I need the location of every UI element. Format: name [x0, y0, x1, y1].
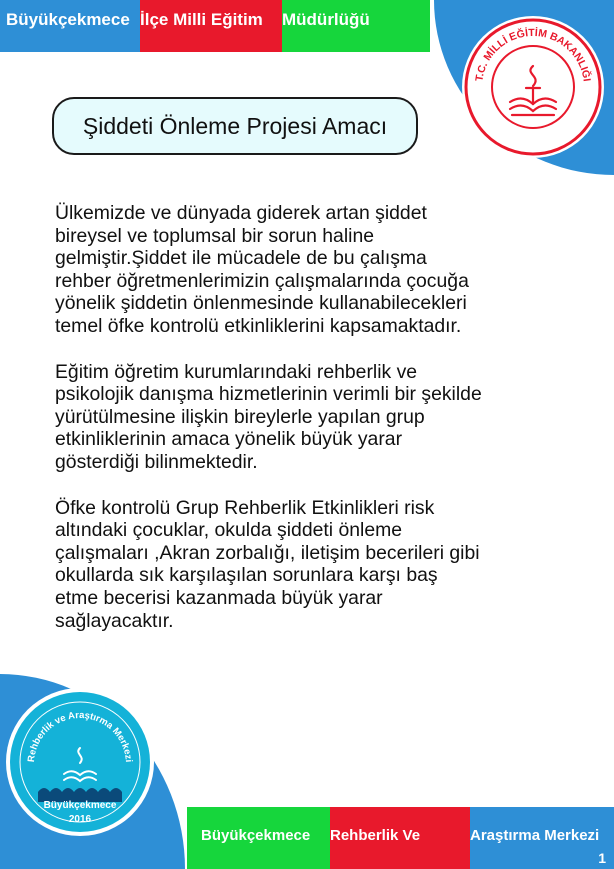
paragraph-2: Eğitim öğretim kurumlarındaki rehberlik ve psikolojik danışma hizmetlerinin verimli bir şekilde yürütülmesine ilişkin bireylerle yapılan grup etkinliklerinin amaca yönelik büyük yarar gösterdiği bilinmektedir. [55, 360, 482, 473]
paragraph-3: Öfke kontrolü Grup Rehberlik Etkinlikleri risk altındaki çocuklar, okulda şiddeti önleme çalışmaları ,Akran zorbalığı, iletişim becerileri gibi okullarda sık karşılaşılan sorunlara karşı baş etme becerisi kazanmada büyük yarar sağlayacaktır. [55, 496, 480, 632]
meb-seal-logo [460, 14, 606, 160]
header-text-1: Büyükçekmece [0, 0, 140, 52]
footer-text-1: Büyükçekmece [187, 807, 330, 869]
header-band [0, 0, 430, 52]
paragraph-1: Ülkemizde ve dünyada giderek artan şiddet bireysel ve toplumsal bir sorun haline gelmiştir.Şiddet ile mücadele de bu çalışma rehber öğretmenlerimizin çalışmalarında çocuğa yönelik şiddetin önlenmesinde kullanabilecekleri temel öfke kontrolü etkinliklerini kapsamaktadır. [55, 202, 469, 337]
body-text [55, 202, 595, 655]
ram-logo-year: 2016 [68, 814, 92, 825]
page-title: Şiddeti Önleme Projesi Amacı [52, 97, 418, 155]
footer-text-2: Rehberlik Ve [330, 807, 470, 869]
footer-text-3: Araştırma Merkezi [470, 807, 614, 869]
header-text-3: Müdürlüğü [282, 0, 430, 52]
header-text-2: İlçe Milli Eğitim [140, 0, 282, 52]
seal-text: T.C. MİLLİ EĞİTİM BAKANLIĞI [473, 26, 593, 83]
ram-logo [4, 686, 156, 838]
footer-band [187, 807, 614, 869]
ram-logo-arc-text: Rehberlik ve Araştırma Merkezi [25, 709, 134, 763]
page-number: 1 [598, 850, 606, 866]
ram-logo-name: Büyükçekmece [43, 800, 117, 811]
